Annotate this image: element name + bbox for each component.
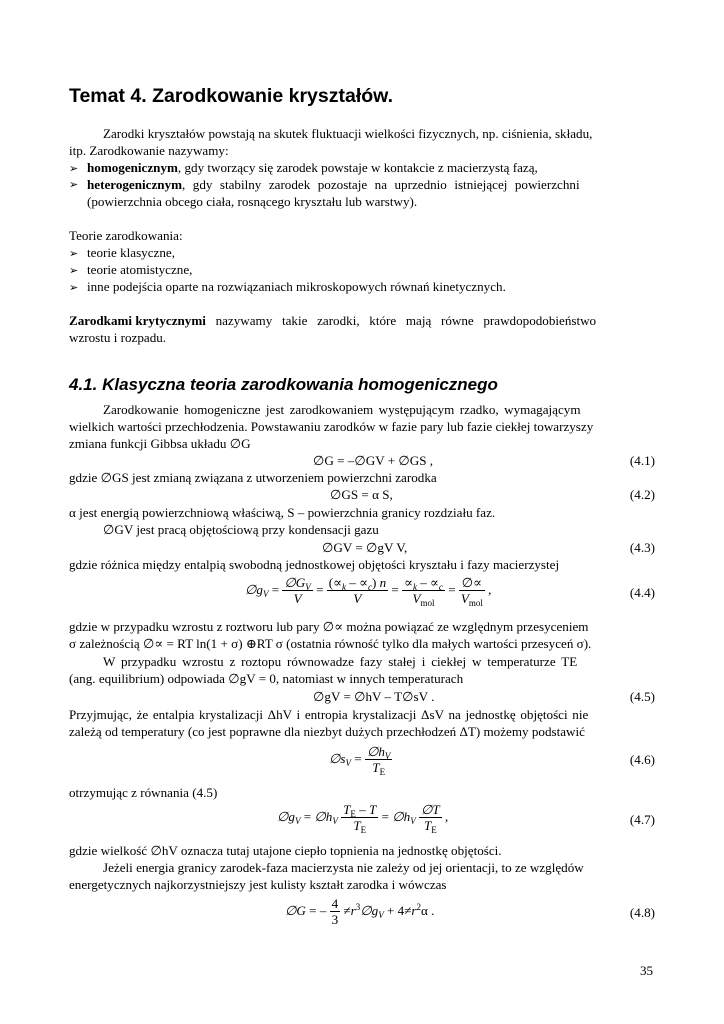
assume-line-1: Przyjmując, że entalpia krystalizacji ΔhV i entropia krystalizacji ΔsV na jednostkę objętości nie [69, 707, 589, 722]
melt-line-2: (ang. equilibrium) odpowiada ∅gV = 0, natomiast w innych temperaturach [69, 671, 464, 686]
chapter-title: Temat 4. Zarodkowanie kryształów. [69, 85, 394, 107]
equation-number: (4.8) [629, 905, 655, 920]
from-eq46: otrzymując z równania (4.5) [69, 785, 218, 800]
equation-number: (4.2) [629, 487, 655, 502]
assume-line-2: zależą od temperatury (co jest poprawne dla niezbyt dużych przechłodzeń ΔT) możemy podstawić [69, 724, 585, 739]
melt-line-1: W przypadku wzrostu z roztopu równowadze fazy stałej i ciekłej w temperaturze TE [103, 654, 578, 669]
theory-item-text: inne podejścia oparte na rozwiązaniach mikroskopowych równań kinetycznych. [87, 279, 506, 294]
gv-line: ∅GV jest pracą objętościową przy kondensacji gazu [103, 522, 379, 537]
p1-line-1: Zarodkowanie homogeniczne jest zarodkowaniem występującym rzadko, wymagającym [103, 402, 581, 417]
theory-item-text: teorie atomistyczne, [87, 262, 193, 277]
critical-def: nazywamy takie zarodki, które mają równe prawdopodobieństwo [205, 313, 597, 328]
arrow-bullet-icon: ➢ [69, 281, 79, 294]
intro-line-1 [103, 126, 655, 143]
theory-item [69, 245, 175, 263]
bullet-homogeneous [69, 160, 538, 178]
equation-4-1: ∅G = –∅GV + ∅GS , [313, 453, 434, 468]
equation-4-8: ∅G = – $\frac{4}{3}$ $\ne r^3\emptyset g_V + 4\ne r^2\alpha$ . [285, 896, 435, 927]
bullet-heterogeneous-term: heterogenicznym [87, 177, 183, 192]
after-eq43: gdzie różnica między entalpią swobodną jednostkowej objętości kryształu i fazy macierzystej [69, 557, 560, 572]
theory-item [69, 279, 506, 297]
after-eq41: gdzie ∅GS jest zmianą związana z utworzeniem powierzchni zarodka [69, 470, 437, 485]
after-eq47-line-1: gdzie wielkość ∅hV oznacza tutaj utajone ciepło topnienia na jednostkę objętości. [69, 843, 502, 858]
equation-number: (4.5) [629, 689, 655, 704]
intro-line-2: itp. Zarodkowanie nazywamy: [69, 143, 229, 158]
bullet-heterogeneous-cont: (powierzchnia obcego ciała, rosnącego kryształu lub warstwy). [87, 194, 418, 209]
theories-heading: Teorie zarodkowania: [69, 228, 183, 243]
equation-4-3: ∅GV = ∅gV V, [322, 540, 408, 555]
arrow-bullet-icon: ➢ [69, 178, 79, 191]
theory-item-text: teorie klasyczne, [87, 245, 175, 260]
theory-item [69, 262, 192, 280]
arrow-bullet-icon: ➢ [69, 162, 79, 175]
after-eq44-line-1: gdzie w przypadku wzrostu z roztworu lub pary ∅∝ można powiązać ze względnym przesyceniem [69, 619, 589, 634]
intro-line-1-text: Zarodki kryształów powstają na skutek fluktuacji wielkości fizycznych, np. ciśnienia, składu, [103, 126, 593, 141]
after-eq42: α jest energią powierzchniową właściwą, S – powierzchnia granicy rozdziału faz. [69, 505, 496, 520]
equation-4-7: $\emptyset g_V$ = $\emptyset h_V$ $\frac{T_E - T}{T_E}$ = $\emptyset h_V$ $\frac{\emptyset T}{T_E}$ , [277, 802, 449, 835]
equation-number: (4.1) [629, 453, 655, 468]
bullet-heterogeneous [69, 177, 655, 194]
equation-number: (4.6) [629, 752, 655, 767]
bullet-heterogeneous-desc: , gdy stabilny zarodek pozostaje na uprzednio istniejącej powierzchni [182, 177, 580, 192]
equation-number: (4.3) [629, 540, 655, 555]
page-number: 35 [640, 963, 654, 978]
after-eq47-line-2: Jeżeli energia granicy zarodek-faza macierzysta nie zależy od jej orientacji, to ze względów [103, 860, 584, 875]
equation-4-5: ∅gV = ∅hV – T∅sV . [313, 689, 435, 704]
equation-number: (4.4) [629, 585, 655, 600]
bullet-homogeneous-term: homogenicznym [87, 160, 178, 175]
equation-number: (4.7) [629, 812, 655, 827]
equation-4-2: ∅GS = α S, [330, 487, 393, 502]
arrow-bullet-icon: ➢ [69, 264, 79, 277]
arrow-bullet-icon: ➢ [69, 247, 79, 260]
critical-def-line-1 [69, 313, 655, 330]
equation-4-4: $\emptyset g_V$ = $\frac{\emptyset G_V}{V}$ = $\frac{(\propto_k - \propto_c) n}{V}$ = $\frac{\propto_k - \propto_c}{V_{mol}}$ = $\frac{\emptyset\propto}{V_{mol}}$ , [245, 575, 492, 608]
equation-4-6: $\emptyset s_V$ = $\frac{\emptyset h_V}{T_E}$ [329, 744, 391, 777]
after-eq47-line-3: energetycznych najkorzystniejszy jest kulisty kształt zarodka i wówczas [69, 877, 447, 892]
p1-line-2: wielkich wartości przechłodzenia. Powstawaniu zarodków w fazie pary lub fazie ciekłej towarzyszy [69, 419, 594, 434]
bullet-homogeneous-desc: , gdy tworzący się zarodek powstaje w kontakcie z macierzystą fazą, [177, 160, 538, 175]
critical-def-line-2: wzrostu i rozpadu. [69, 330, 167, 345]
critical-term: Zarodkami krytycznymi [69, 313, 206, 328]
section-title: 4.1. Klasyczna teoria zarodkowania homogenicznego [69, 375, 498, 394]
after-eq44-line-2: σ zależnością ∅∝ = RT ln(1 + σ) ⊕RT σ (ostatnia równość tylko dla małych wartości przesyceń σ). [69, 636, 592, 651]
p1-line-3: zmiana funkcji Gibbsa układu ∅G [69, 436, 251, 451]
